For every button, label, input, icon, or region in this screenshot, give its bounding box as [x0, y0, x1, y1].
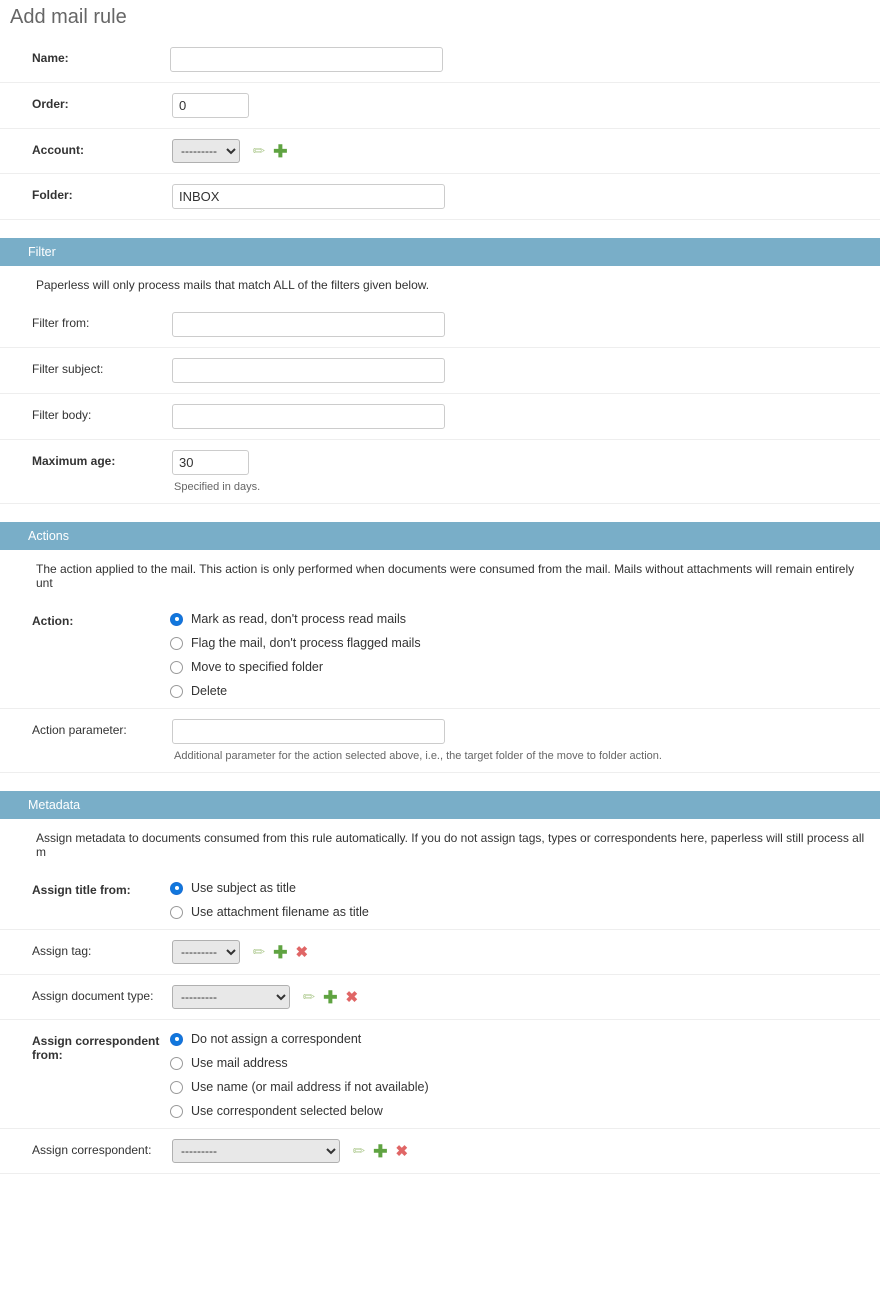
field-action-wrapper: [170, 610, 880, 698]
maximum-age-input[interactable]: [172, 450, 249, 475]
assign-title-radio-group: [170, 879, 880, 919]
edit-icon[interactable]: ✏: [302, 989, 316, 1007]
assign-tag-tools: [253, 944, 308, 961]
add-icon[interactable]: ✚: [323, 988, 338, 1008]
radio-icon[interactable]: [170, 685, 183, 698]
field-assign-title-from-wrapper: [170, 879, 880, 919]
delete-icon[interactable]: ✖: [345, 989, 359, 1007]
field-filter-from-wrapper: [170, 312, 880, 337]
form-row-assign-correspondent-from: [0, 1020, 880, 1129]
filter-body-input[interactable]: [172, 404, 445, 429]
action-radio-group: [170, 610, 880, 698]
name-input[interactable]: [170, 47, 443, 72]
assign-title-option-label: Use attachment filename as title: [191, 905, 369, 919]
assign-correspondent-from-radio-group: [170, 1030, 880, 1118]
assign-correspondent-from-option-label: Do not assign a correspondent: [191, 1032, 362, 1046]
field-account-wrapper: [170, 139, 880, 163]
field-name-wrapper: [170, 47, 880, 72]
label-assign-tag: Assign tag:: [32, 944, 92, 958]
radio-icon[interactable]: [170, 1057, 183, 1070]
radio-icon[interactable]: [170, 1033, 183, 1046]
label-assign-title-from: Assign title from:: [32, 883, 131, 897]
field-assign-tag-wrapper: [170, 940, 880, 964]
section-header-metadata: Metadata: [0, 791, 880, 819]
action-option-label: Move to specified folder: [191, 660, 324, 674]
edit-icon[interactable]: ✏: [352, 1143, 366, 1161]
assign-correspondent-from-option-0[interactable]: [170, 1032, 880, 1046]
radio-icon[interactable]: [170, 906, 183, 919]
order-input[interactable]: [172, 93, 249, 118]
radio-icon[interactable]: [170, 661, 183, 674]
assign-correspondent-select[interactable]: [172, 1139, 340, 1163]
form-row-assign-title-from: [0, 869, 880, 930]
form-row-action: [0, 600, 880, 709]
radio-icon[interactable]: [170, 1105, 183, 1118]
assign-correspondent-from-option-label: Use mail address: [191, 1056, 288, 1070]
field-assign-correspondent-from-wrapper: [170, 1030, 880, 1118]
field-filter-body-wrapper: [170, 404, 880, 429]
label-assign-document-type: Assign document type:: [32, 989, 154, 1003]
action-option-1[interactable]: [170, 636, 880, 650]
delete-icon[interactable]: ✖: [395, 1143, 409, 1161]
action-option-2[interactable]: [170, 660, 880, 674]
label-filter-from: Filter from:: [32, 316, 90, 330]
action-option-0[interactable]: [170, 612, 880, 626]
form-row-maximum-age: [0, 440, 880, 504]
form-row-account: [0, 129, 880, 174]
label-action-parameter: Action parameter:: [32, 723, 127, 737]
field-maximum-age-wrapper: [170, 450, 880, 493]
add-icon[interactable]: ✚: [273, 943, 288, 963]
label-account: Account:: [32, 143, 84, 157]
assign-correspondent-from-option-3[interactable]: [170, 1104, 880, 1118]
action-parameter-input[interactable]: [172, 719, 445, 744]
label-filter-subject: Filter subject:: [32, 362, 104, 376]
form-row-filter-body: [0, 394, 880, 440]
maximum-age-help: Specified in days.: [174, 481, 261, 493]
radio-icon[interactable]: [170, 637, 183, 650]
assign-correspondent-from-option-label: Use correspondent selected below: [191, 1104, 383, 1118]
assign-tag-select[interactable]: [172, 940, 240, 964]
form-row-assign-correspondent: [0, 1129, 880, 1174]
assign-title-option-label: Use subject as title: [191, 881, 296, 895]
form-row-action-parameter: [0, 709, 880, 773]
label-filter-body: Filter body:: [32, 408, 92, 422]
actions-description: The action applied to the mail. This action is only performed when documents were consumed from the mail. Mails without attachments will remain entirely unt: [36, 562, 855, 590]
form-row-name: [0, 37, 880, 83]
edit-icon[interactable]: ✏: [252, 143, 266, 161]
label-action: Action:: [32, 614, 74, 628]
form-row-assign-tag: [0, 930, 880, 975]
field-folder-wrapper: [170, 184, 880, 209]
field-filter-subject-wrapper: [170, 358, 880, 383]
form-row-assign-document-type: [0, 975, 880, 1020]
radio-icon[interactable]: [170, 1081, 183, 1094]
field-assign-correspondent-wrapper: [170, 1139, 880, 1163]
action-option-label: Delete: [191, 684, 228, 698]
folder-input[interactable]: [172, 184, 445, 209]
field-action-parameter-wrapper: [170, 719, 880, 762]
label-assign-correspondent-from: Assign correspondent from:: [32, 1034, 160, 1062]
form-row-filter-from: [0, 302, 880, 348]
form-row-folder: [0, 174, 880, 220]
label-name: Name:: [32, 51, 69, 65]
account-select[interactable]: [172, 139, 240, 163]
assign-title-option-1[interactable]: [170, 905, 880, 919]
filter-description: Paperless will only process mails that match ALL of the filters given below.: [36, 278, 430, 292]
action-option-label: Flag the mail, don't process flagged mails: [191, 636, 421, 650]
account-tools: [253, 143, 288, 160]
label-maximum-age: Maximum age:: [32, 454, 116, 468]
form-row-filter-subject: [0, 348, 880, 394]
add-icon[interactable]: ✚: [373, 1142, 388, 1162]
edit-icon[interactable]: ✏: [252, 944, 266, 962]
filter-subject-input[interactable]: [172, 358, 445, 383]
filter-from-input[interactable]: [172, 312, 445, 337]
assign-correspondent-from-option-2[interactable]: [170, 1080, 880, 1094]
label-order: Order:: [32, 97, 69, 111]
field-assign-document-type-wrapper: [170, 985, 880, 1009]
radio-icon[interactable]: [170, 882, 183, 895]
page-title: Add mail rule: [10, 6, 127, 28]
radio-icon[interactable]: [170, 613, 183, 626]
action-parameter-help: Additional parameter for the action selected above, i.e., the target folder of the move to folder action.: [174, 750, 662, 762]
metadata-description: Assign metadata to documents consumed from this rule automatically. If you do not assign tags, types or correspondents here, paperless will still process all m: [36, 831, 865, 859]
delete-icon[interactable]: ✖: [295, 944, 309, 962]
section-header-actions: Actions: [0, 522, 880, 550]
assign-title-option-0[interactable]: [170, 881, 880, 895]
label-folder: Folder:: [32, 188, 73, 202]
assign-correspondent-from-option-label: Use name (or mail address if not available): [191, 1080, 429, 1094]
form-row-order: [0, 83, 880, 129]
assign-correspondent-tools: [353, 1143, 408, 1160]
assign-document-type-select[interactable]: [172, 985, 290, 1009]
section-header-filter: Filter: [0, 238, 880, 266]
assign-document-type-tools: [303, 989, 358, 1006]
assign-correspondent-from-option-1[interactable]: [170, 1056, 880, 1070]
field-order-wrapper: [170, 93, 880, 118]
action-option-label: Mark as read, don't process read mails: [191, 612, 406, 626]
add-icon[interactable]: ✚: [273, 142, 288, 162]
action-option-3[interactable]: [170, 684, 880, 698]
label-assign-correspondent: Assign correspondent:: [32, 1143, 152, 1157]
